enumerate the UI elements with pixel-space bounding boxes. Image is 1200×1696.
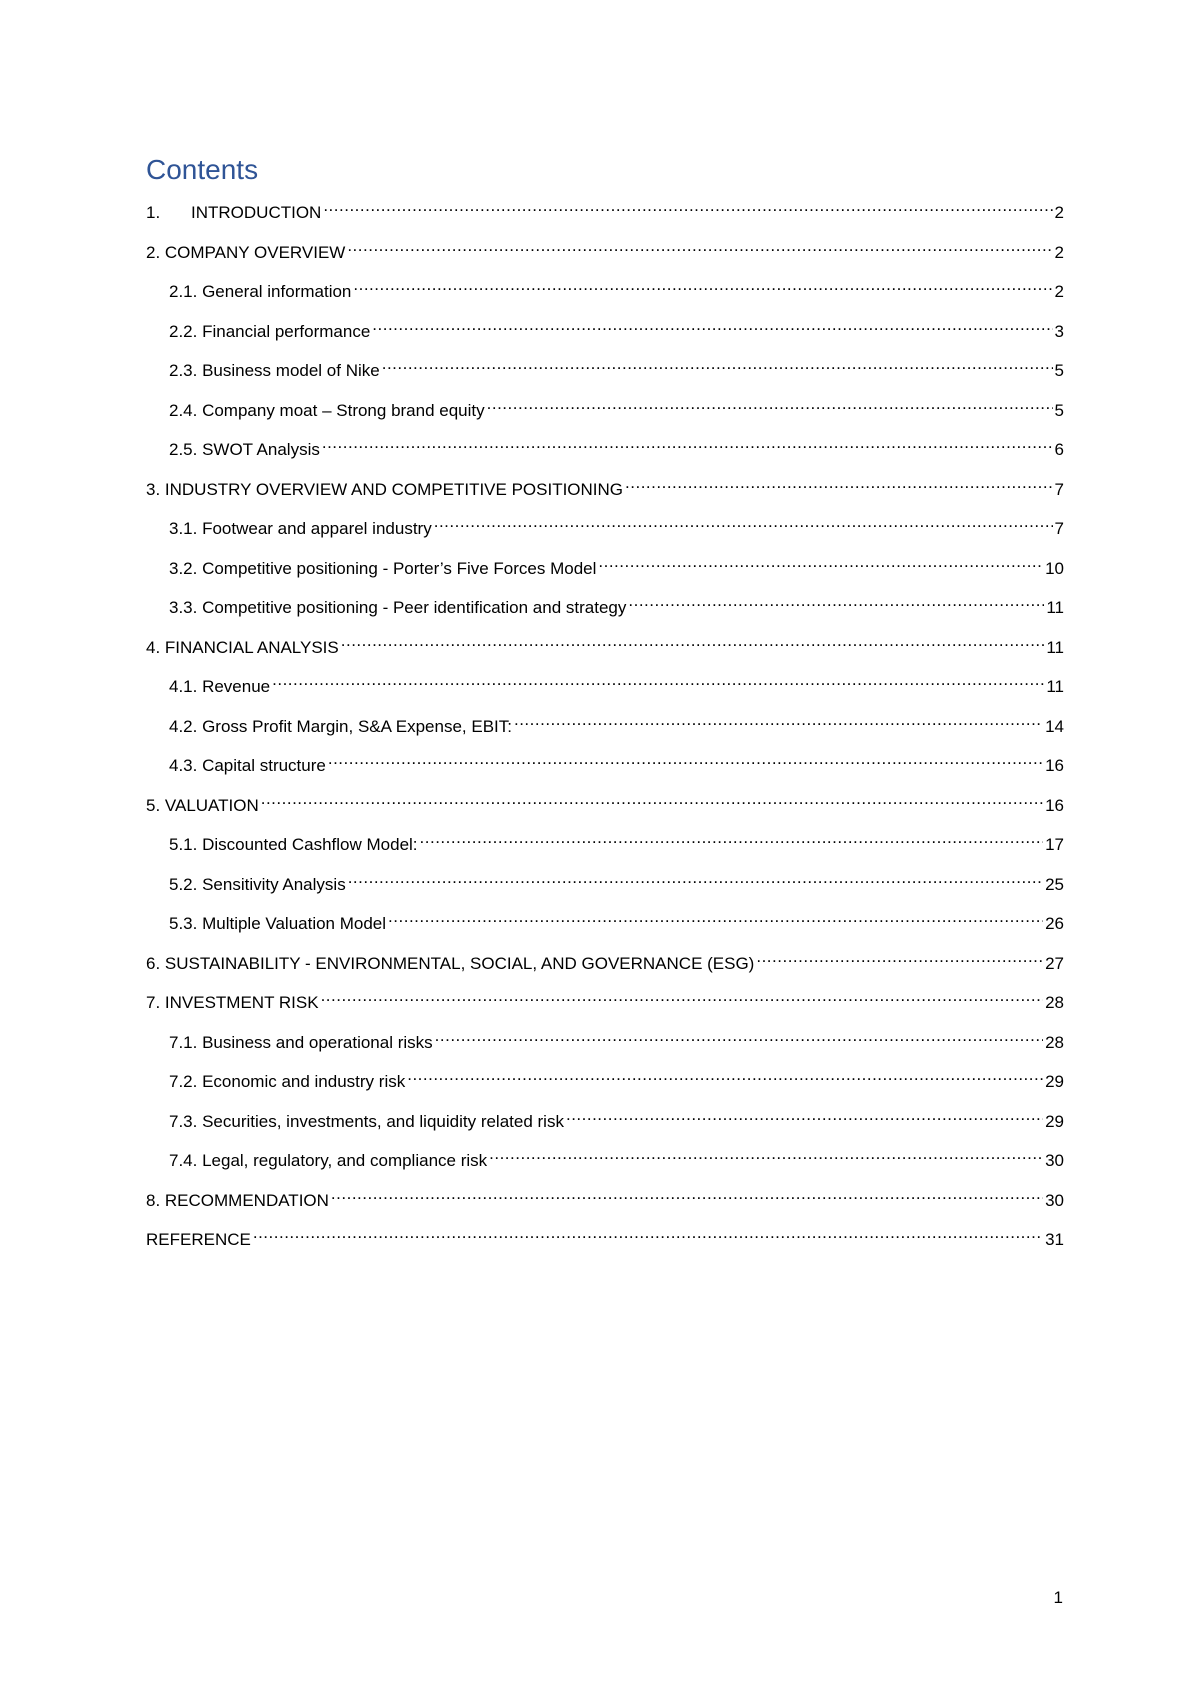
toc-entry-label[interactable] (169, 439, 320, 461)
dot-leader (756, 947, 1043, 969)
toc-entry-title[interactable]: 5.2. Sensitivity Analysis (169, 874, 346, 894)
toc-entry-page-number[interactable]: 16 (1045, 756, 1064, 775)
dot-leader (566, 1105, 1043, 1127)
toc-entry-page-number[interactable]: 17 (1045, 835, 1064, 854)
toc-entry-title[interactable]: 2.4. Company moat – Strong brand equity (169, 400, 485, 420)
toc-entry-title[interactable]: 2. COMPANY OVERVIEW (146, 242, 346, 262)
toc-entry[interactable] (146, 275, 1064, 315)
toc-entry-label[interactable] (146, 1229, 251, 1251)
toc-entry[interactable] (146, 196, 1064, 236)
dot-leader (625, 473, 1053, 495)
dot-leader (435, 1026, 1043, 1048)
toc-entry-title[interactable]: 2.3. Business model of Nike (169, 361, 380, 380)
toc-entry-label[interactable] (146, 202, 321, 224)
toc-entry-title[interactable]: 3.2. Competitive positioning - Porter’s Five Forces Model (169, 558, 597, 578)
dot-leader (372, 315, 1052, 337)
toc-entry-title[interactable]: 2.1. General information (169, 282, 352, 301)
toc-entry-page-number[interactable]: 16 (1045, 795, 1064, 815)
toc-entry-page-number[interactable]: 6 (1054, 440, 1064, 459)
toc-entry-title[interactable]: 4.1. Revenue (169, 677, 271, 696)
toc-entry-label[interactable] (146, 953, 754, 975)
dot-leader (323, 196, 1052, 218)
dot-leader (272, 670, 1044, 692)
toc-entry-title[interactable]: 7. INVESTMENT RISK (146, 993, 319, 1012)
toc-entry-page-number[interactable]: 30 (1045, 1151, 1064, 1170)
toc-entry-page-number[interactable]: 2 (1054, 242, 1064, 262)
toc-entry-title[interactable]: 2.5. SWOT Analysis (169, 440, 320, 459)
dot-leader (348, 868, 1043, 890)
toc-entry[interactable] (146, 828, 1064, 868)
toc-entry-title[interactable]: 7.2. Economic and industry risk (169, 1072, 406, 1091)
toc-entry-title[interactable]: 5.1. Discounted Cashflow Model: (169, 835, 418, 854)
toc-entry-title[interactable]: 7.3. Securities, investments, and liquidity related risk (169, 1111, 564, 1131)
dot-leader (328, 749, 1043, 771)
toc-entry-label[interactable] (169, 281, 351, 303)
toc-entry-label[interactable] (169, 716, 512, 738)
toc-entry[interactable] (146, 1026, 1064, 1066)
toc-entry-label[interactable] (169, 558, 596, 580)
toc-entry-label[interactable] (146, 795, 259, 817)
toc-entry-title[interactable]: 3. INDUSTRY OVERVIEW AND COMPETITIVE POSITIONING (146, 479, 624, 499)
toc-entry[interactable] (146, 1105, 1064, 1145)
toc-entry-title[interactable]: 5.3. Multiple Valuation Model (169, 914, 387, 933)
toc-entry-label[interactable] (146, 1190, 329, 1212)
toc-entry-title[interactable]: 3.3. Competitive positioning - Peer identification and strategy (169, 598, 627, 617)
toc-entry[interactable] (146, 868, 1064, 908)
dot-leader (489, 1144, 1043, 1166)
toc-entry[interactable] (146, 1184, 1064, 1224)
toc-entry[interactable] (146, 947, 1064, 987)
toc-entry-page-number[interactable]: 30 (1045, 1190, 1064, 1210)
toc-entry[interactable] (146, 394, 1064, 434)
dot-leader (253, 1223, 1043, 1245)
dot-leader (261, 789, 1043, 811)
toc-entry[interactable] (146, 907, 1064, 947)
toc-entry-title[interactable]: 5. VALUATION (146, 795, 259, 815)
toc-entry-page-number[interactable]: 7 (1054, 519, 1064, 538)
toc-entry[interactable] (146, 749, 1064, 789)
toc-entry-page-number[interactable]: 11 (1046, 677, 1064, 696)
toc-entry-label[interactable] (146, 242, 345, 264)
toc-entry[interactable] (146, 473, 1064, 513)
toc-entry-title[interactable]: 4. FINANCIAL ANALYSIS (146, 637, 339, 657)
toc-entry-page-number[interactable]: 31 (1045, 1230, 1064, 1249)
dot-leader (598, 552, 1043, 574)
toc-entry-label[interactable] (169, 834, 418, 856)
toc-entry-title[interactable]: 8. RECOMMENDATION (146, 1190, 329, 1210)
toc-entry-label[interactable] (169, 755, 326, 777)
toc-entry-title[interactable]: 6. SUSTAINABILITY - ENVIRONMENTAL, SOCIAL, AND GOVERNANCE (ESG) (146, 953, 755, 973)
toc-entry[interactable] (146, 1065, 1064, 1105)
dot-leader (434, 512, 1053, 534)
dot-leader (353, 275, 1052, 297)
toc-entry-label[interactable] (169, 597, 626, 619)
toc-entry[interactable] (146, 1223, 1064, 1263)
dot-leader (322, 433, 1053, 455)
toc-entry[interactable] (146, 236, 1064, 276)
dot-leader (628, 591, 1044, 613)
toc-entry-label[interactable] (146, 992, 319, 1014)
dot-leader (514, 710, 1043, 732)
dot-leader (407, 1065, 1043, 1087)
toc-entry[interactable] (146, 1144, 1064, 1184)
toc-entry-page-number[interactable]: 5 (1054, 361, 1064, 380)
toc-entry[interactable] (146, 710, 1064, 750)
toc-entry-title[interactable]: REFERENCE (146, 1230, 251, 1249)
toc-entry-label[interactable] (169, 1111, 564, 1133)
dot-leader (331, 1184, 1043, 1206)
toc-entry[interactable] (146, 512, 1064, 552)
toc-entry-label[interactable] (146, 637, 339, 659)
toc-entry-label[interactable] (169, 913, 386, 935)
toc-entry-page-number[interactable]: 2 (1054, 282, 1064, 301)
toc-entry-label[interactable] (169, 1071, 405, 1093)
toc-entry-label[interactable] (169, 518, 432, 540)
toc-entry-label[interactable] (169, 360, 380, 382)
dot-leader (321, 986, 1044, 1008)
dot-leader (420, 828, 1044, 850)
toc-entry[interactable] (146, 552, 1064, 592)
toc-entry-page-number[interactable]: 7 (1054, 479, 1064, 499)
toc-entry-label[interactable] (169, 1032, 433, 1054)
toc-entry[interactable] (146, 315, 1064, 355)
toc-entry-page-number[interactable]: 28 (1045, 1032, 1064, 1052)
dot-leader (347, 236, 1052, 258)
toc-entry-label[interactable] (169, 1150, 487, 1172)
toc-entry-page-number[interactable]: 2 (1054, 203, 1064, 222)
toc-entry-page-number[interactable]: 26 (1045, 914, 1064, 933)
toc-entry-label[interactable] (146, 479, 623, 501)
dot-leader (487, 394, 1053, 416)
dot-leader (382, 354, 1053, 376)
dot-leader (388, 907, 1043, 929)
toc-entry-title[interactable]: 7.1. Business and operational risks (169, 1032, 433, 1052)
toc-entry-title[interactable]: 4.3. Capital structure (169, 756, 326, 775)
toc-entry-label[interactable] (169, 400, 485, 422)
toc-entry-label[interactable] (169, 321, 370, 343)
toc-entry-label[interactable] (169, 874, 346, 896)
toc-entry-page-number[interactable]: 11 (1046, 598, 1064, 617)
toc-entry-page-number[interactable]: 10 (1045, 558, 1064, 578)
toc-entry-page-number[interactable]: 3 (1054, 321, 1064, 341)
toc-entry[interactable] (146, 354, 1064, 394)
table-of-contents (146, 196, 1064, 1263)
toc-entry-page-number[interactable]: 5 (1054, 400, 1064, 420)
toc-entry-page-number[interactable]: 25 (1045, 874, 1064, 894)
toc-entry-number: 1. (146, 203, 161, 222)
toc-entry-page-number[interactable]: 14 (1045, 716, 1064, 736)
toc-entry-title[interactable]: 4.2. Gross Profit Margin, S&A Expense, EBIT: (169, 716, 512, 736)
toc-entry-title[interactable]: 3.1. Footwear and apparel industry (169, 519, 432, 538)
toc-entry-page-number[interactable]: 29 (1045, 1111, 1064, 1131)
toc-entry-title[interactable]: INTRODUCTION (191, 203, 322, 222)
toc-entry[interactable] (146, 986, 1064, 1026)
toc-entry[interactable] (146, 631, 1064, 671)
page-number: 1 (1053, 1588, 1063, 1607)
dot-leader (341, 631, 1045, 653)
toc-entry-page-number[interactable]: 28 (1045, 993, 1064, 1012)
toc-entry-label[interactable] (169, 676, 270, 698)
toc-entry[interactable] (146, 670, 1064, 710)
toc-entry[interactable] (146, 433, 1064, 473)
toc-entry-page-number[interactable]: 27 (1045, 953, 1064, 973)
toc-heading: Contents (146, 154, 259, 185)
toc-entry[interactable] (146, 591, 1064, 631)
toc-entry[interactable] (146, 789, 1064, 829)
toc-entry-page-number[interactable]: 29 (1045, 1072, 1064, 1091)
toc-entry-title[interactable]: 2.2. Financial performance (169, 321, 371, 341)
toc-entry-page-number[interactable]: 11 (1046, 637, 1064, 657)
toc-entry-title[interactable]: 7.4. Legal, regulatory, and compliance risk (169, 1151, 488, 1170)
